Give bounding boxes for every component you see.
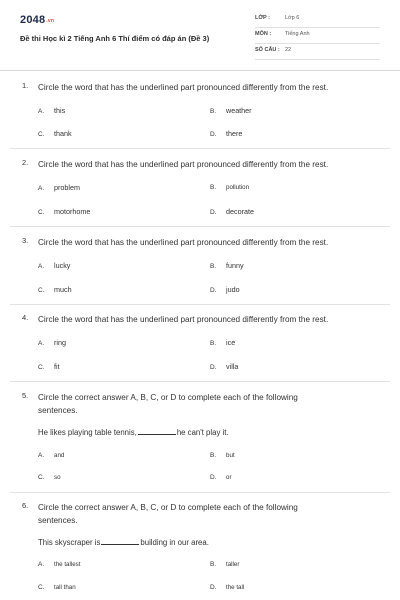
question-number: 2. <box>22 158 29 167</box>
page-title: Đề thi Học kì 2 Tiếng Anh 6 Thí điểm có đáp án (Đề 3) <box>20 34 210 43</box>
stem-after: he can't play it. <box>176 428 229 437</box>
option-d[interactable] <box>210 474 232 481</box>
option-letter: A. <box>38 561 45 568</box>
option-letter: D. <box>210 364 217 371</box>
option-text: fit <box>54 362 60 371</box>
question-divider <box>10 492 390 493</box>
option-letter: B. <box>210 561 217 568</box>
option-text: the tallest <box>54 561 81 568</box>
question-divider <box>10 148 390 149</box>
header-divider <box>0 70 400 71</box>
document-header <box>0 0 400 70</box>
option-a[interactable] <box>38 452 64 459</box>
option-b[interactable] <box>210 106 252 115</box>
option-d[interactable] <box>210 285 240 294</box>
option-letter: B. <box>210 184 217 191</box>
option-a[interactable] <box>38 338 66 347</box>
option-letter: A. <box>38 108 45 115</box>
option-d[interactable] <box>210 584 244 591</box>
question-divider <box>10 381 390 382</box>
option-letter: C. <box>38 364 45 371</box>
option-b[interactable] <box>210 561 239 568</box>
option-c[interactable] <box>38 362 60 371</box>
option-letter: A. <box>38 452 45 459</box>
question-stem <box>38 428 229 437</box>
option-text: weather <box>226 106 252 115</box>
option-text: so <box>54 474 61 481</box>
option-letter: D. <box>210 287 217 294</box>
option-text: but <box>226 452 235 459</box>
option-c[interactable] <box>38 285 72 294</box>
meta-count-value: 22 <box>285 47 292 53</box>
option-b[interactable] <box>210 261 244 270</box>
stem-before: This skyscraper is <box>38 538 101 547</box>
option-text: ice <box>226 338 236 347</box>
option-letter: D. <box>210 584 217 591</box>
site-logo[interactable] <box>20 14 54 26</box>
option-letter: A. <box>38 340 45 347</box>
option-letter: D. <box>210 209 217 216</box>
option-text: motorhome <box>54 207 91 216</box>
option-text: villa <box>226 362 239 371</box>
option-letter: C. <box>38 131 45 138</box>
question-number: 6. <box>22 501 29 510</box>
option-c[interactable] <box>38 129 72 138</box>
option-text: judo <box>226 285 240 294</box>
option-text: decorate <box>226 207 254 216</box>
question-stem <box>38 538 209 547</box>
option-letter: D. <box>210 131 217 138</box>
option-text: pollution <box>226 184 250 191</box>
meta-subject-value: Tiếng Anh <box>285 31 310 37</box>
meta-class-label: LỚP : <box>255 15 270 21</box>
option-letter: A. <box>38 185 45 192</box>
meta-subject-row <box>255 28 380 44</box>
option-letter: B. <box>210 452 217 459</box>
option-b[interactable] <box>210 184 249 191</box>
meta-class-value: Lớp 6 <box>285 15 300 21</box>
question-divider <box>10 304 390 305</box>
option-b[interactable] <box>210 338 235 347</box>
option-letter: B. <box>210 340 217 347</box>
option-text: taller <box>226 561 240 568</box>
option-d[interactable] <box>210 207 254 216</box>
meta-count-label: SỐ CÂU : <box>255 47 280 53</box>
option-letter: B. <box>210 263 217 270</box>
option-text: much <box>54 285 72 294</box>
logo-suffix: .vn <box>46 18 55 24</box>
option-d[interactable] <box>210 362 238 371</box>
option-letter: C. <box>38 474 45 481</box>
option-a[interactable] <box>38 183 80 192</box>
logo-text: 2048 <box>20 14 46 26</box>
option-letter: C. <box>38 209 45 216</box>
question-number: 3. <box>22 236 29 245</box>
question-number: 5. <box>22 391 29 400</box>
option-text: ring <box>54 338 66 347</box>
question-text-line2: sentences. <box>38 406 78 415</box>
question-number: 4. <box>22 313 29 322</box>
option-b[interactable] <box>210 452 235 459</box>
option-text: problem <box>54 183 80 192</box>
meta-subject-label: MÔN : <box>255 31 272 37</box>
option-letter: B. <box>210 108 217 115</box>
option-text: and <box>54 452 65 459</box>
question-text: Circle the word that has the underlined part pronounced differently from the rest. <box>38 83 329 92</box>
option-text: tall than <box>54 584 76 591</box>
meta-count-row <box>255 44 380 60</box>
option-a[interactable] <box>38 261 70 270</box>
question-text: Circle the word that has the underlined part pronounced differently from the rest. <box>38 238 329 247</box>
question-text: Circle the word that has the underlined part pronounced differently from the rest. <box>38 160 329 169</box>
option-text: this <box>54 106 66 115</box>
option-letter: D. <box>210 474 217 481</box>
stem-before: He likes playing table tennis, <box>38 428 137 437</box>
option-a[interactable] <box>38 561 80 568</box>
option-text: the tall <box>226 584 245 591</box>
answer-blank <box>138 429 176 435</box>
option-c[interactable] <box>38 207 90 216</box>
option-text: there <box>226 129 243 138</box>
question-text-line1: Circle the correct answer A, B, C, or D to complete each of the following <box>38 503 298 512</box>
option-text: or <box>226 474 232 481</box>
option-d[interactable] <box>210 129 242 138</box>
option-text: thank <box>54 129 72 138</box>
option-text: lucky <box>54 261 71 270</box>
stem-after: building in our area. <box>140 538 209 547</box>
option-a[interactable] <box>38 106 65 115</box>
question-text: Circle the word that has the underlined part pronounced differently from the rest. <box>38 315 329 324</box>
option-text: funny <box>226 261 244 270</box>
question-text-line2: sentences. <box>38 516 78 525</box>
option-letter: C. <box>38 287 45 294</box>
question-text-line1: Circle the correct answer A, B, C, or D to complete each of the following <box>38 393 298 402</box>
question-divider <box>10 226 390 227</box>
option-c[interactable] <box>38 584 76 591</box>
meta-class-row <box>255 12 380 28</box>
option-letter: C. <box>38 584 45 591</box>
option-c[interactable] <box>38 474 61 481</box>
question-number: 1. <box>22 81 29 90</box>
answer-blank <box>101 539 139 545</box>
option-letter: A. <box>38 263 45 270</box>
